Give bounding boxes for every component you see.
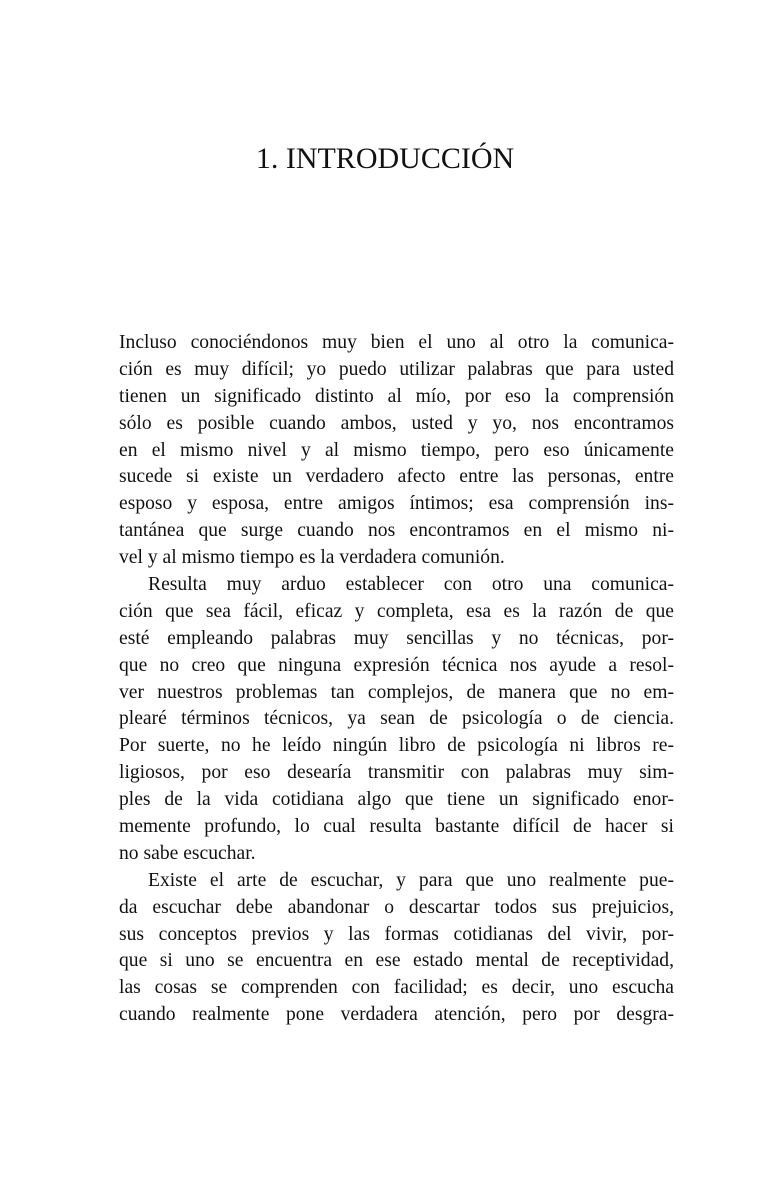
- text-line: que si uno se encuentra en ese estado mental de receptividad,: [119, 950, 674, 972]
- text-line: da escuchar debe abandonar o descartar todos sus prejuicios,: [119, 896, 674, 918]
- text-line: sucede si existe un verdadero afecto entre las personas, entre: [119, 466, 674, 488]
- text-line: tantánea que surge cuando nos encontramos en el mismo ni-: [119, 520, 674, 542]
- body-text: [119, 330, 674, 1029]
- text-line: Incluso conociéndonos muy bien el uno al otro la comunica-: [119, 332, 674, 353]
- text-line: vel y al mismo tiempo es la verdadera comunión.: [119, 547, 505, 569]
- text-line: ligiosos, por eso desearía transmitir con palabras muy sim-: [119, 762, 674, 784]
- text-line: sólo es posible cuando ambos, usted y yo, nos encontramos: [119, 412, 674, 434]
- text-line: memente profundo, lo cual resulta bastante difícil de hacer si: [119, 816, 674, 838]
- text-line: ción es muy difícil; yo puedo utilizar palabras que para usted: [119, 358, 674, 380]
- text-line: en el mismo nivel y al mismo tiempo, pero eso únicamente: [119, 439, 674, 461]
- text-line: esté empleando palabras muy sencillas y no técnicas, por-: [119, 627, 674, 649]
- text-line: cuando realmente pone verdadera atención, pero por desgra-: [119, 1004, 674, 1026]
- text-line: no sabe escuchar.: [119, 842, 256, 864]
- chapter-title: 1. INTRODUCCIÓN: [255, 142, 515, 175]
- paragraph: [119, 572, 674, 868]
- text-line: sus conceptos previos y las formas cotidianas del vivir, por-: [119, 923, 674, 945]
- text-line: Resulta muy arduo establecer con otro una comunica-: [148, 574, 674, 596]
- text-line: Por suerte, no he leído ningún libro de psicología ni libros re-: [119, 735, 674, 757]
- text-line: tienen un significado distinto al mío, por eso la comprensión: [119, 385, 674, 407]
- text-line: Existe el arte de escuchar, y para que uno realmente pue-: [148, 869, 674, 891]
- text-line: ción que sea fácil, eficaz y completa, esa es la razón de que: [119, 600, 674, 622]
- paragraph: [119, 868, 674, 1029]
- text-line: ples de la vida cotidiana algo que tiene un significado enor-: [119, 789, 674, 811]
- paragraph: [119, 330, 674, 572]
- text-line: esposo y esposa, entre amigos íntimos; esa comprensión ins-: [119, 493, 674, 515]
- text-line: las cosas se comprenden con facilidad; es decir, uno escucha: [119, 977, 674, 999]
- text-line: ver nuestros problemas tan complejos, de manera que no em-: [119, 681, 674, 703]
- text-line: plearé términos técnicos, ya sean de psicología o de ciencia.: [119, 708, 674, 730]
- text-line: que no creo que ninguna expresión técnica nos ayude a resol-: [119, 654, 674, 676]
